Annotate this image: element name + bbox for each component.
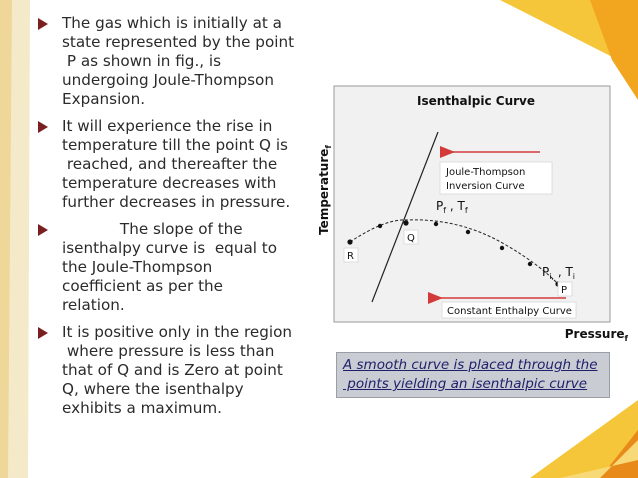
point-q-label: Q [407, 233, 415, 244]
bullet-text-3: The slope of the isenthalpy curve is equal to the Joule-Thompson coefficient as per the relation. [62, 220, 278, 314]
curve-point [528, 262, 532, 266]
arrow-bullet-icon [38, 224, 48, 236]
inversion-label-line2: Inversion Curve [446, 181, 525, 192]
caption-line-1: A smooth curve is placed through the [343, 357, 598, 373]
arrow-bullet-icon [38, 18, 48, 30]
initial-state-label: $P_{i,}$ , $T_i$ [542, 265, 576, 281]
diagram-title: Isenthalpic Curve [416, 94, 536, 108]
bullet-item-3 [38, 220, 318, 315]
curve-point [500, 246, 504, 250]
point-p-label: P [561, 285, 568, 296]
bullet-text-2: It will experience the rise in temperature till the point Q is reached, and thereafter the temperature decreases with further decreases in pressure. [62, 117, 291, 211]
bullet-text-1: The gas which is initially at a state represented by the point P as shown in fig., is undergoing Joule-Thompson Expansion. [62, 14, 295, 108]
caption-box [336, 352, 610, 398]
arrow-bullet-icon [38, 327, 48, 339]
bullet-list [38, 14, 318, 426]
x-axis-label: Pressure$_f$ [564, 327, 628, 343]
point-r [347, 239, 352, 244]
bullet-text-4: It is positive only in the region where pressure is less than that of Q and is Zero at point Q, where the isenthalpy exhibits a maximum. [62, 323, 293, 417]
isenthalpic-diagram [310, 80, 638, 350]
enthalpy-label: Constant Enthalpy Curve [447, 306, 572, 317]
inversion-label-line1: Joule-Thompson [446, 167, 526, 178]
caption-line-2: points yielding an isenthalpic curve [343, 376, 588, 392]
bullet-item-2 [38, 117, 318, 212]
bullet-item-1 [38, 14, 318, 109]
arrow-bullet-icon [38, 121, 48, 133]
final-state-label: $P_f$ , $T_f$ [436, 199, 468, 215]
point-r-label: R [347, 251, 354, 262]
y-axis-label: Temperature$_f$ [317, 145, 333, 235]
curve-point [434, 222, 438, 226]
curve-point [378, 224, 382, 228]
curve-point [466, 230, 470, 234]
bullet-item-4 [38, 323, 318, 418]
point-q [403, 220, 408, 225]
